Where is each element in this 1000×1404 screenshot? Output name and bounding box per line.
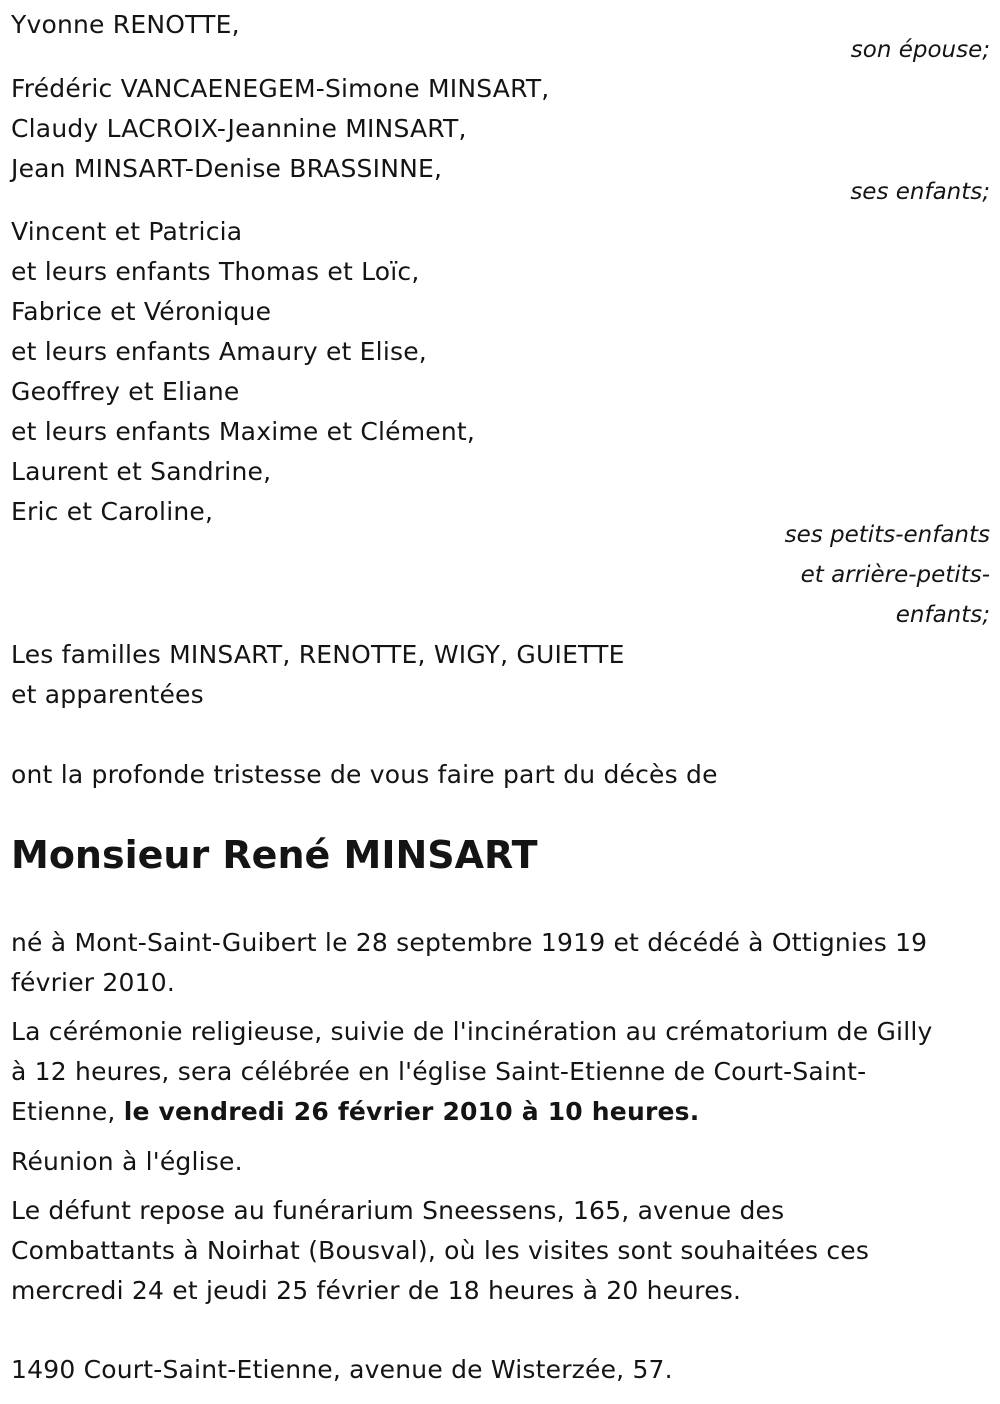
grandchild-line: Eric et Caroline,: [11, 497, 214, 526]
meeting-text: Réunion à l'église.: [11, 1147, 243, 1176]
ceremony-line-start: Etienne,: [11, 1097, 124, 1126]
spouse-name: Yvonne RENOTTE,: [11, 10, 240, 39]
deceased-name: Monsieur René MINSART: [11, 833, 538, 877]
grandchildren-role-line: et arrière-petits-: [800, 562, 990, 588]
child-line: Jean MINSART-Denise BRASSINNE,: [11, 154, 443, 183]
grandchild-line: Fabrice et Véronique: [11, 297, 272, 326]
repose-line: Le défunt repose au funérarium Sneessens, 165, avenue des: [11, 1196, 785, 1225]
ceremony-line: La cérémonie religieuse, suivie de l'incinération au crématorium de Gilly: [11, 1017, 933, 1046]
children-role: ses enfants;: [850, 179, 990, 205]
birth-death-line: né à Mont-Saint-Guibert le 28 septembre 1919 et décédé à Ottignies 19: [11, 928, 928, 957]
child-line: Claudy LACROIX-Jeannine MINSART,: [11, 114, 467, 143]
grandchild-line: et leurs enfants Maxime et Clément,: [11, 417, 476, 446]
spouse-role: son épouse;: [850, 37, 990, 63]
child-line: Frédéric VANCAENEGEM-Simone MINSART,: [11, 74, 550, 103]
grandchild-line: Laurent et Sandrine,: [11, 457, 272, 486]
repose-line: Combattants à Noirhat (Bousval), où les visites sont souhaitées ces: [11, 1236, 870, 1265]
grandchildren-role-line: enfants;: [895, 602, 990, 628]
families-line: et apparentées: [11, 680, 204, 709]
grandchild-line: Geoffrey et Eliane: [11, 377, 240, 406]
grandchild-line: Vincent et Patricia: [11, 217, 243, 246]
birth-death-line: février 2010.: [11, 968, 175, 997]
ceremony-line: [11, 1097, 699, 1127]
families-line: Les familles MINSART, RENOTTE, WIGY, GUIETTE: [11, 640, 625, 669]
grandchildren-role-line: ses petits-enfants: [784, 522, 990, 548]
ceremony-line: à 12 heures, sera célébrée en l'église Saint-Etienne de Court-Saint-: [11, 1057, 867, 1086]
address-text: 1490 Court-Saint-Etienne, avenue de Wisterzée, 57.: [11, 1355, 673, 1384]
grandchild-line: et leurs enfants Thomas et Loïc,: [11, 257, 420, 286]
announcement-text: ont la profonde tristesse de vous faire part du décès de: [11, 760, 718, 789]
grandchild-line: et leurs enfants Amaury et Elise,: [11, 337, 427, 366]
repose-line: mercredi 24 et jeudi 25 février de 18 heures à 20 heures.: [11, 1276, 742, 1305]
ceremony-date-time: le vendredi 26 février 2010 à 10 heures.: [123, 1097, 700, 1126]
